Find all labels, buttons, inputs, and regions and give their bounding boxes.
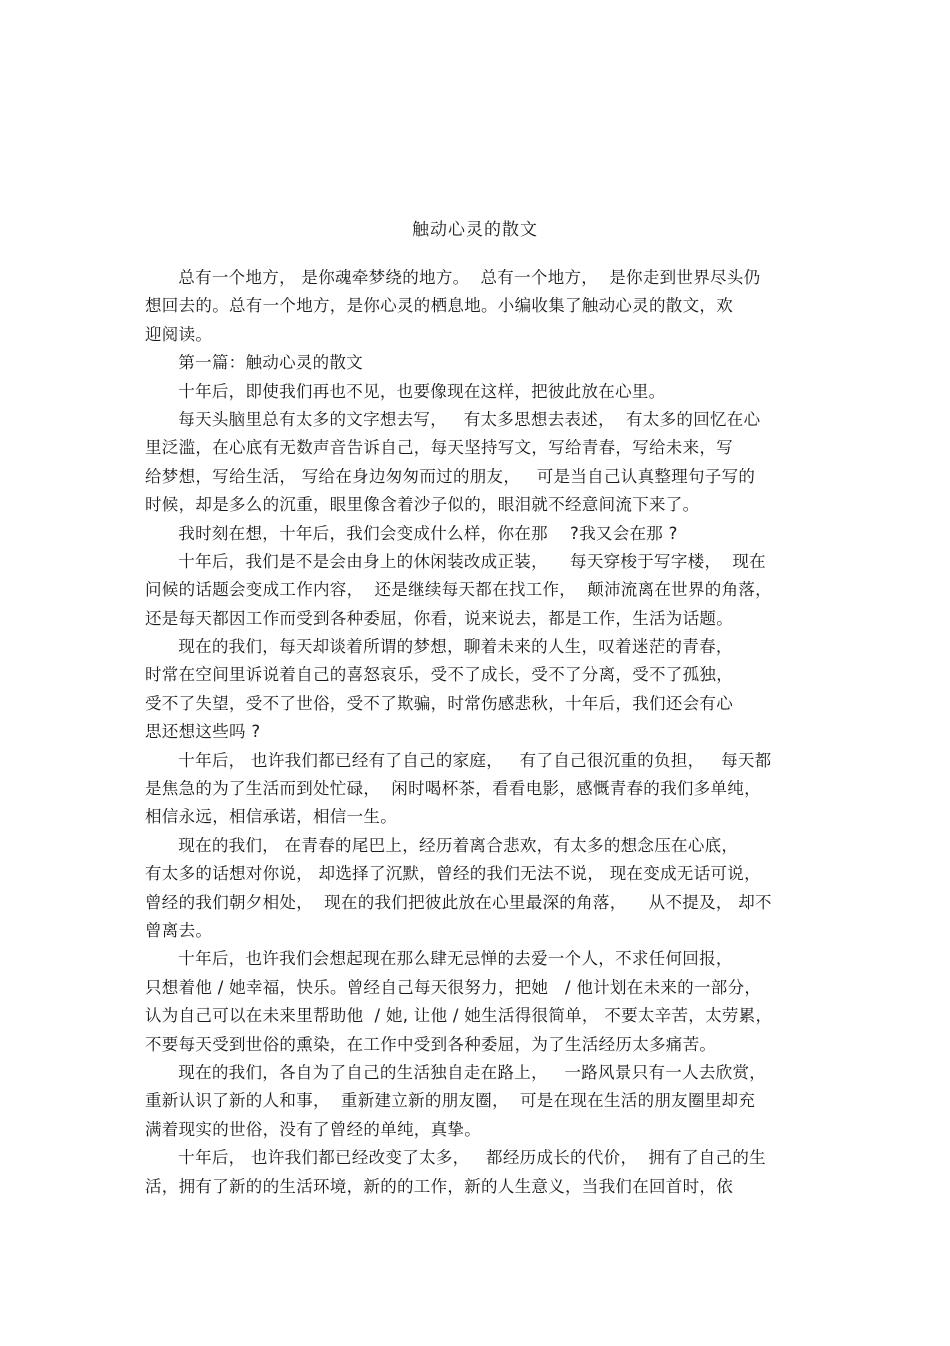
- text-line: 有太多的话想对你说， 却选择了沉默，曾经的我们无法不说， 现在变成无话可说，: [145, 864, 761, 884]
- text-line: 相信永远，相信承诺，相信一生。: [145, 807, 397, 827]
- text-line: 曾离去。: [145, 920, 213, 940]
- text-line: 我时刻在想，十年后，我们会变成什么样，你在那 ?我又会在那 ?: [145, 523, 678, 543]
- text-line: 不要每天受到世俗的熏染，在工作中受到各种委屈，为了生活经历太多痛苦。: [145, 1034, 717, 1054]
- text-line: 是焦急的为了生活而到处忙碌， 闲时喝杯茶，看看电影，感慨青春的我们多单纯，: [145, 779, 761, 799]
- document-title: 触动心灵的散文: [412, 220, 538, 240]
- text-line: 只想着他 / 她幸福，快乐。曾经自己每天很努力，把她 / 他计划在未来的一部分，: [145, 977, 762, 997]
- text-line: 时常在空间里诉说着自己的喜怒哀乐，受不了成长，受不了分离，受不了孤独，: [145, 665, 733, 685]
- text-line: 里泛滥，在心底有无数声音告诉自己，每天坚持写文，写给青春，写给未来，写: [145, 438, 733, 458]
- text-line: 总有一个地方， 是你魂牵梦绕的地方。 总有一个地方， 是你走到世界尽头仍: [145, 268, 761, 287]
- text-line: 给梦想，写给生活， 写给在身边匆匆而过的朋友， 可是当自己认真整理句子写的: [145, 466, 756, 486]
- text-line: 十年后，也许我们会想起现在那么肆无忌惮的去爱一个人，不求任何回报，: [145, 949, 733, 969]
- text-line: 现在的我们，每天却谈着所谓的梦想，聊着未来的人生，叹着迷茫的青春，: [145, 637, 733, 657]
- text-line: 还是每天都因工作而受到各种委屈，你看，说来说去，都是工作，生活为话题。: [145, 608, 733, 628]
- text-line: 满着现实的世俗，没有了曾经的单纯，真挚。: [145, 1119, 481, 1139]
- text-line: 受不了失望，受不了世俗，受不了欺骗，时常伤感悲秋，十年后，我们还会有心: [145, 693, 733, 713]
- text-line: 时候，却是多么的沉重，眼里像含着沙子似的，眼泪就不经意间流下来了。: [145, 495, 700, 515]
- text-line: 认为自己可以在未来里帮助他 / 她, 让他 / 她生活得很简单， 不要太辛苦，太劳累，: [145, 1006, 773, 1026]
- text-line: 现在的我们，各自为了自己的生活独自走在路上， 一路风景只有一人去欣赏，: [145, 1062, 767, 1082]
- text-line: 想回去的。总有一个地方，是你心灵的栖息地。小编收集了触动心灵的散文，欢: [145, 296, 733, 316]
- document-body: [145, 264, 810, 1201]
- text-line: 曾经的我们朝夕相处， 现在的我们把彼此放在心里最深的角落， 从不提及， 却不: [145, 892, 772, 912]
- text-line: 现在的我们， 在青春的尾巴上，经历着离合悲欢，有太多的想念压在心底，: [145, 835, 739, 855]
- text-line: 迎阅读。: [145, 324, 213, 344]
- text-line: 重新认识了新的人和事， 重新建立新的朋友圈， 可是在现在生活的朋友圈里却充: [145, 1091, 756, 1111]
- text-line: 十年后，即使我们再也不见，也要像现在这样，把彼此放在心里。: [145, 381, 666, 401]
- text-line: 思还想这些吗 ?: [145, 722, 261, 742]
- text-line: 十年后， 也许我们都已经有了自己的家庭， 有了自己很沉重的负担， 每天都: [145, 750, 772, 770]
- text-line: 十年后， 也许我们都已经改变了太多， 都经历成长的代价， 拥有了自己的生: [145, 1148, 766, 1168]
- text-line: 活，拥有了新的的生活环境，新的的工作，新的人生意义，当我们在回首时，依: [145, 1176, 733, 1196]
- text-line: 第一篇：触动心灵的散文: [145, 353, 364, 373]
- text-line: 十年后，我们是不是会由身上的休闲装改成正装， 每天穿梭于写字楼， 现在: [145, 551, 766, 571]
- text-line: 每天头脑里总有太多的文字想去写， 有太多思想去表述， 有太多的回忆在心: [145, 409, 761, 429]
- text-line: 问候的话题会变成工作内容， 还是继续每天都在找工作， 颠沛流离在世界的角落，: [145, 580, 772, 600]
